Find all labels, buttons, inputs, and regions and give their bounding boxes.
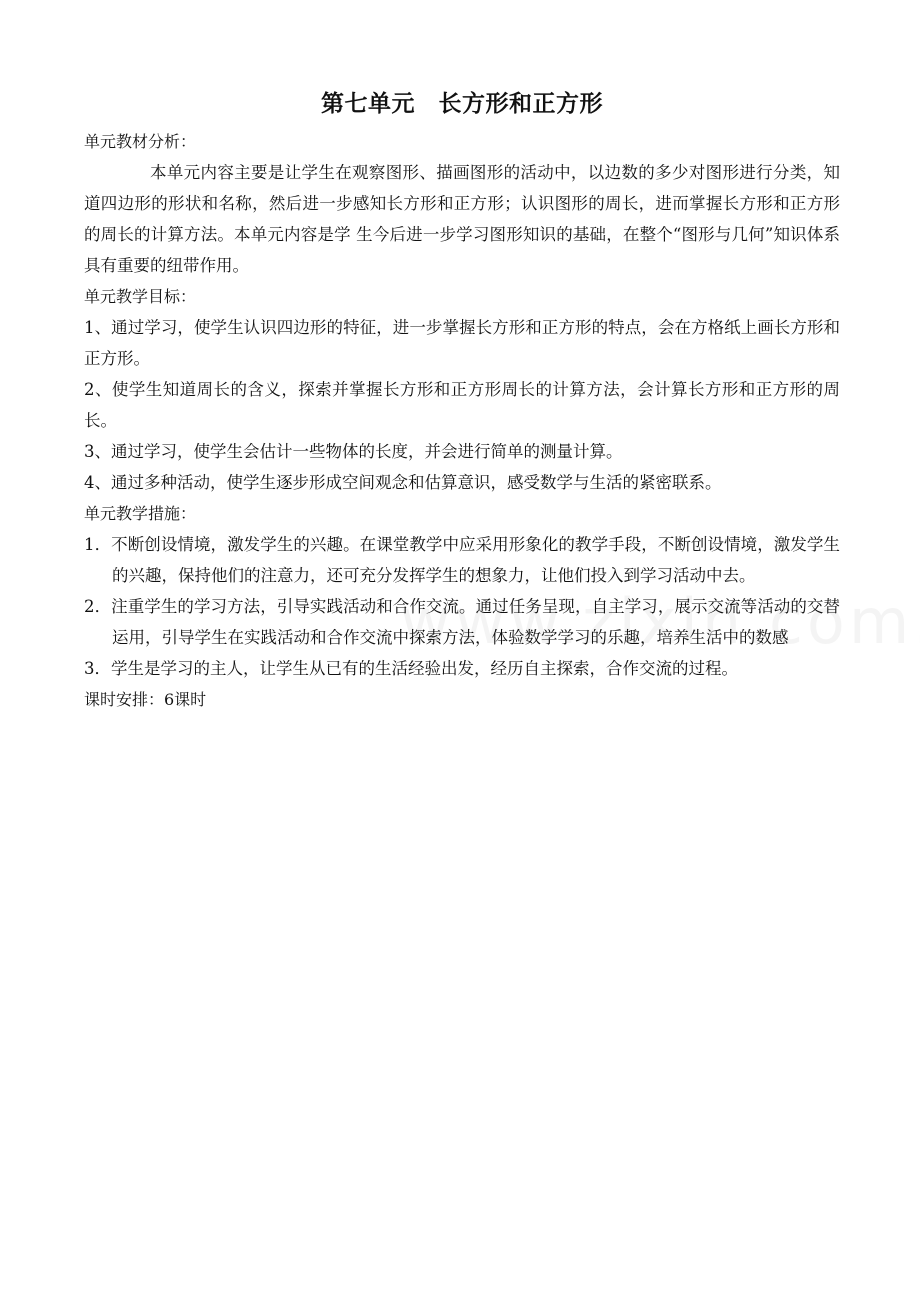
measures-heading: 单元教学措施： — [84, 504, 197, 523]
analysis-paragraph: 本单元内容主要是让学生在观察图形、描画图形的活动中，以边数的多少对图形进行分类，知道四边形的形状和名称，然后进一步感知长方形和正方形；认识图形的周长，进而掌握长方形和正方形的周长的计算方法。本单元内容是学 生今后进一步学习图形知识的基础，在整个“图形与几何”知识体系具有重要的纽带作用。 — [84, 163, 840, 275]
goal-item: 2、使学生知道周长的含义，探索并掌握长方形和正方形周长的计算方法，会计算长方形和正方形的周长。 — [84, 380, 840, 430]
goal-item: 1、通过学习，使学生认识四边形的特征，进一步掌握长方形和正方形的特点，会在方格纸上画长方形和正方形。 — [84, 318, 840, 368]
section-goals — [84, 281, 840, 498]
goal-item: 3、通过学习，使学生会估计一些物体的长度，并会进行简单的测量计算。 — [84, 442, 623, 461]
section-measures — [84, 498, 840, 684]
goals-heading: 单元教学目标： — [84, 287, 197, 306]
section-analysis — [84, 126, 840, 281]
analysis-heading: 单元教材分析： — [84, 132, 197, 151]
document-page — [84, 84, 840, 715]
goal-item: 4、通过多种活动，使学生逐步形成空间观念和估算意识，感受数学与生活的紧密联系。 — [84, 473, 722, 492]
page-title: 第七单元 长方形和正方形 — [321, 91, 603, 117]
schedule-line: 课时安排：6课时 — [84, 690, 207, 709]
measure-item: 2．注重学生的学习方法，引导实践活动和合作交流。通过任务呈现，自主学习，展示交流等活动的交替运用，引导学生在实践活动和合作交流中探索方法，体验数学学习的乐趣，培养生活中的数感 — [84, 597, 840, 647]
measure-item: 1．不断创设情境，激发学生的兴趣。在课堂教学中应采用形象化的教学手段，不断创设情境，激发学生的兴趣，保持他们的注意力，还可充分发挥学生的想象力，让他们投入到学习活动中去。 — [84, 535, 840, 585]
measure-item: 3．学生是学习的主人，让学生从已有的生活经验出发，经历自主探索，合作交流的过程。 — [84, 659, 738, 678]
